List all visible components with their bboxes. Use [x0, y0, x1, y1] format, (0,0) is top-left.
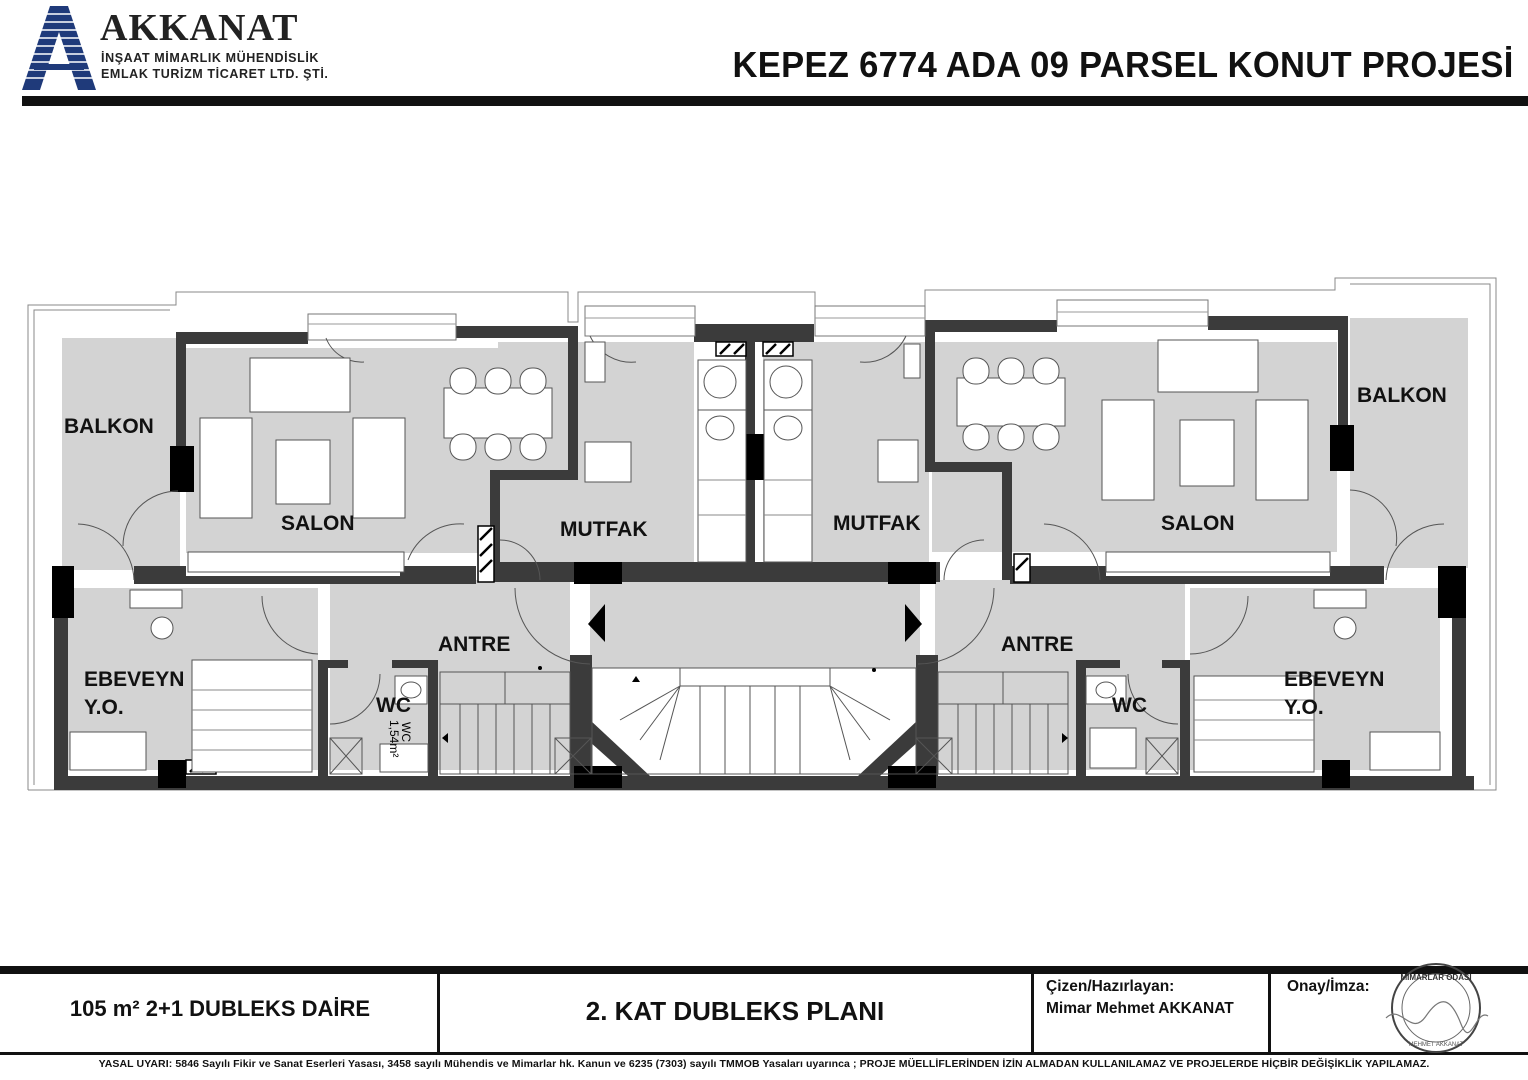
- plan-label: 2. KAT DUBLEKS PLANI: [585, 996, 885, 1026]
- room-label-balkon-right: BALKON: [1357, 384, 1447, 407]
- drawer-name: Mimar Mehmet AKKANAT: [1046, 1000, 1234, 1017]
- drawer-role: Çizen/Hazırlayan:: [1046, 978, 1175, 995]
- legal-warning: YASAL UYARI: 5846 Sayılı Fikir ve Sanat Eserleri Yasası, 3458 sayılı Mühendis ve Mimarlar hk. Kanun ve 6235 (7303) sayılı TMMOB Yasaları uyarınca ; PROJE MÜELLİFLERİNDEN İZİN ALMADAN KULLANILAMAZ VE PROJELERDE HİÇBİR DEĞİŞİKLİK YAPILAMAZ.: [98, 1058, 1430, 1070]
- title-block-divider: [1031, 974, 1034, 1052]
- approval-stamp: [1376, 958, 1496, 1058]
- room-label-ebeveyn-right: EBEVEYN: [1284, 668, 1385, 691]
- room-label-mutfak-right: MUTFAK: [833, 512, 921, 535]
- room-label-ebeveyn-left: EBEVEYN: [84, 668, 185, 691]
- room-label-salon-right: SALON: [1161, 512, 1235, 535]
- area-label: 105 m² 2+1 DUBLEKS DAİRE: [69, 996, 371, 1021]
- room-label-antre-left: ANTRE: [438, 633, 511, 656]
- company-name: AKKANAT: [100, 7, 299, 49]
- company-subtitle-line2: EMLAK TURİZM TİCARET LTD. ŞTİ.: [101, 67, 329, 81]
- room-label-wc-right: WC: [1112, 694, 1147, 717]
- room-label-balkon-left: BALKON: [64, 415, 154, 438]
- room-label-salon-left: SALON: [281, 512, 355, 535]
- approval-label: Onay/İmza:: [1287, 978, 1370, 995]
- header-rule: [22, 96, 1528, 106]
- room-label-wc-small: WC: [399, 722, 413, 742]
- floor-plan: [0, 270, 1528, 810]
- stamp-name: MEHMET AKKANAT: [1408, 1042, 1464, 1048]
- company-subtitle-line1: İNŞAAT MİMARLIK MÜHENDİSLİK: [101, 51, 320, 65]
- company-logo-mark: [22, 6, 96, 90]
- room-label-mutfak-left: MUTFAK: [560, 518, 648, 541]
- room-area-wc-small: 1,54m²: [387, 720, 401, 758]
- title-block-divider: [1268, 974, 1271, 1052]
- signature-icon: [1386, 1002, 1488, 1033]
- room-label-wc-left: WC: [376, 694, 411, 717]
- room-label-ebeveyn-left-yo: Y.O.: [84, 696, 124, 719]
- footer-rule: [0, 966, 1528, 974]
- stamp-text: MİMARLAR ODASI: [1400, 973, 1472, 982]
- room-label-ebeveyn-right-yo: Y.O.: [1284, 696, 1324, 719]
- project-title: KEPEZ 6774 ADA 09 PARSEL KONUT PROJESİ: [732, 44, 1514, 85]
- room-label-antre-right: ANTRE: [1001, 633, 1074, 656]
